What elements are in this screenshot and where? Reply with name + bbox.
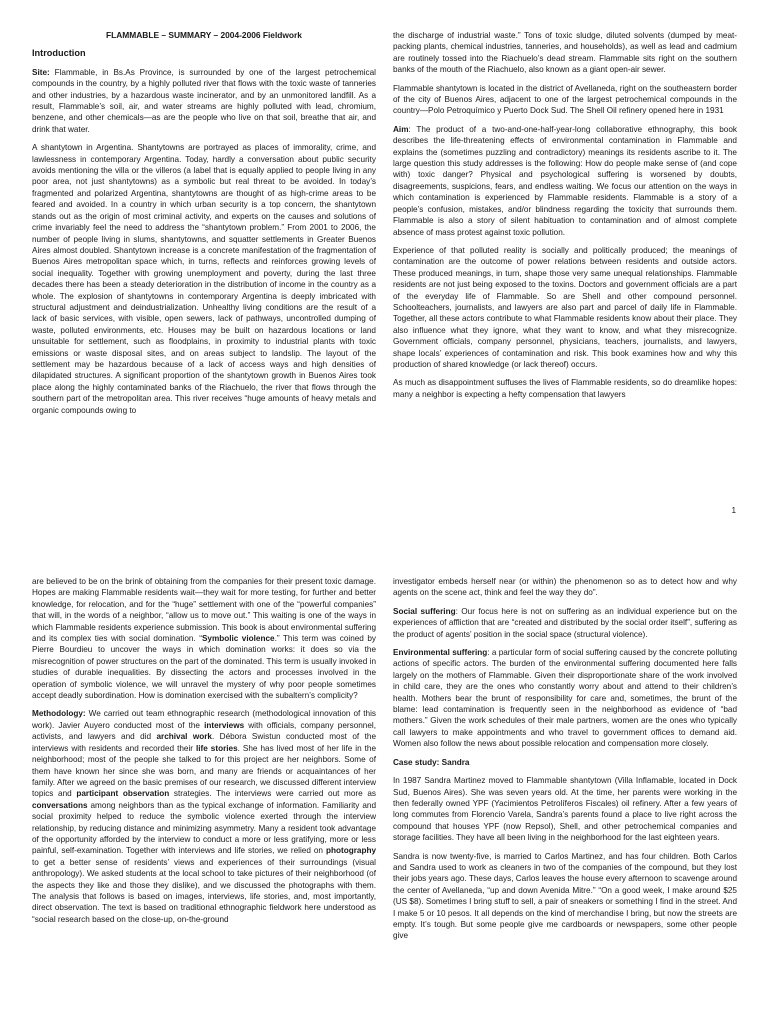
sandra-paragraph-2: Sandra is now twenty-five, is married to Carlos Martinez, and has four children. Both Carlos and Sandra used to work as cleaners in two of the companies of the compound, but they lost their jobs years ago. These days, Carlos leaves the house every afternoon to scavenge around the center of Avellaneda, “up and down Avenida Mitre.” “On a good week, I make around $25 (US $8). Sometimes I bring stuff to sell, a pair of sneakers or something I find in the street. And I make 5 or 10 pesos. It all depends on the kind of merchandise I bring, but now the streets are empty. It’s tough. But some people give me cardboards or newspapers, some other people give	[393, 851, 737, 941]
introduction-heading: Introduction	[32, 48, 86, 59]
site-paragraph	[32, 67, 376, 135]
sandra-paragraph-1: In 1987 Sandra Martinez moved to Flammable shantytown (Villa Inflamable, located in Dock Sud, Buenos Aires). She was seven years old. At the time, her parents were working in the then federally owned YPF (Yacimientos Petrolíferos Fiscales) oil refinery. After a few years of long commutes from Florencio Varela, Sandra’s parents found a place to live right across the compound that houses YPF (now Repsol), Shell, and other petrochemical companies and storage facilities. They have all been living in the neighborhood for the last eighteen years.	[393, 776, 737, 843]
page1-left-column	[32, 30, 376, 423]
symbolic-violence-term: Symbolic violence	[201, 634, 275, 644]
conversations-term: conversations	[32, 800, 88, 810]
bourdieu-text: .” This term was coined by Pierre Bourdieu to uncover the ways in which domination works: it does so via the misrecognition of power structures on the part of the dominated. This term is usually invoked in studies of durable inequalities. By dissecting the actors and processes involved in the operation of symbolic violence, we will unravel the mystery of why poor people sometimes accept deadly subordination. How is domination exercised with the subaltern’s complicity?	[32, 634, 376, 701]
life-stories-term: life stories	[195, 743, 238, 753]
location-paragraph: Flammable shantytown is located in the district of Avellaneda, right on the southeastern border of the city of Buenos Aires, adjacent to one of the largest petrochemical compounds in the country—Polo Petroquímico y Puerto Dock Sud. The Shell Oil refinery opened here in 1931	[393, 83, 737, 116]
methodology-paragraph	[32, 708, 376, 925]
social-suffering-text: : Our focus here is not on suffering as an individual experience but on the experiences of affliction that are “created and distributed by the social order itself”, suffering as the product of agents’ position in the social space (structural violence).	[393, 606, 737, 639]
symbolic-violence-paragraph	[32, 576, 376, 701]
industrial-waste-paragraph: the discharge of industrial waste.” Tons of toxic sludge, diluted solvents (dumped by meat-packing plants, chemical industries, tanneries, and households), as well as lead and cadmium are routinely tossed into the Riachuelo’s dead stream. Flammable sits right on the southern banks of the mouth of the Riachuelo, also known as a giant open-air sewer.	[393, 31, 737, 75]
methodology-text: among neighbors than as the typical exchange of information. Familiarity and social proximity helped to reduce the symbolic violence exerted through the interview relationship, by reducing distance and minimizing asymmetry. Many a resident took advantage of the opportunity afforded by the interview to conduct a more or less gratifying, more or less painful, self-examination. Together with interviews and life stories, we relied on	[32, 800, 376, 856]
shantytown-paragraph: A shantytown in Argentina. Shantytowns are portrayed as places of immorality, crime, and lawlessness in contemporary Argentina. Today, hardly a conversation about public security avoids mentioning the villa or the villeros (a label that is equally applied to people living in any poor area, not just shantytowns) as a symbolic but real threat to be avoided. In today’s fragmented and polarized Argentina, shantytowns are thought of as high-crime areas to be feared and avoided. In a country in which urban security is a top concern, the shantytown stands out as the origin of most criminal activity, and experts on the causes and solutions of crime invariably feel the need to address the “shantytown problem.” From 2001 to 2006, the number of people living in slums, shantytowns, and squatter settlements in Greater Buenos Aires almost doubled. Shantytown increase is a concrete manifestation of the fragmentation of Buenos Aires metropolitan space which, in turns, reflects and reinforces growing levels of social inequality. Together with growing unemployment and poverty, during the last three decades there has been a steady deterioration in the distribution of income in the country as a whole. The explosion of shantytowns in contemporary Argentina is deeply imbricated with structural adjustment and deindustrialization. Unhealthy living conditions are the result of a lack of basic services, with visible, open sewers, lack of pathways, uncontrolled dumping of waste, polluted environments, etc. Houses may be built on hazardous locations or land unsuitable for settlement, such as floodplains, in proximity to industrial plants with toxic emissions or waste disposal sites, and on areas subject to landslip. The layout of the settlement may be hazardous because of a lack of access ways and high densities of dilapidated structures. A significant proportion of the shantytown growth in Buenos Aires took place along the highly contaminated banks of the Riachuelo, the river that flows through the southern part of the metropolitan area. This river receives “huge amounts of heavy metals and organic compounds owing to	[32, 143, 376, 415]
page2-right-column	[393, 576, 737, 949]
document-page-2	[0, 574, 768, 1024]
archival-work-term: archival work	[156, 732, 212, 742]
disappointment-paragraph: As much as disappointment suffuses the lives of Flammable residents, so do dreamlike hopes: many a neighbor is expecting a hefty compensation that lawyers	[393, 378, 737, 399]
environmental-suffering-paragraph	[393, 647, 737, 750]
case-study-heading: Case study: Sandra	[393, 757, 470, 767]
methodology-text: . She has lived most of her life in the neighborhood; most of the people she talked to for this project are her neighbors. Some of them have known her since she was born, and many are friends or acquaintances of her family. After we agreed on the basic premises of our research, we discussed different interview topics and	[32, 743, 376, 799]
environmental-suffering-label: Environmental suffering	[393, 648, 488, 658]
environmental-suffering-text: : a particular form of social suffering caused by the concrete polluting actions of specific actors. The burden of the environmental suffering documented here falls largely on the mothers of Flammable. Given their disproportionate share of the work involved in child care, they are the ones who constantly worry about and attend to their children’s health. Mothers bear the brunt of responsibility for care and, sometimes, the brunt of the blame: lead contamination is frequently seen in the neighborhood as evidence of “bad mothers.” Given the work schedules of their male partners, women are the ones who typically call lawyers to make appointments and who travel to government offices to demand aid. Women also follow the news about possible relocation and compensation more closely.	[393, 648, 737, 749]
social-suffering-label: Social suffering	[393, 606, 456, 616]
photography-term: photography	[325, 846, 376, 856]
aim-label: Aim	[393, 124, 409, 134]
methodology-text: . Débora Swistun conducted most of the interviews with residents and recorded their	[32, 732, 377, 753]
page2-left-column	[32, 576, 376, 932]
interviews-term: interviews	[204, 720, 245, 730]
page-gap	[0, 520, 768, 574]
page1-right-column	[393, 30, 737, 407]
methodology-text: strategies. The interviews were carried out more as	[169, 789, 376, 799]
methodology-text: We carried out team ethnographic research (methodological innovation of this work). Javier Auyero conducted most of the	[32, 709, 376, 730]
page-number: 1	[731, 506, 736, 515]
methodology-text: with officials, company personnel, activists, and lawyers and did	[32, 720, 377, 742]
site-label: Site:	[32, 67, 50, 77]
methodology-label: Methodology:	[32, 709, 86, 719]
waiting-text: are believed to be on the brink of obtaining from the companies for their present toxic damage. Hopes are making Flammable residents wait—they wait for more testing, for further and better knowledge, for relocation, and for the “huge” settlement with one of the “powerful companies” that will, in the words of a neighbor, “allow us to move out.” This waiting is one of the ways in which Flammable residents experience submission. This book is about environmental suffering and its complex ties with social domination. “	[32, 577, 376, 644]
site-text: Flammable, in Bs.As Province, is surrounded by one of the largest petrochemical compounds in the country, by a highly polluted river that flows with the toxic waste of tanneries and other industries, by a hazardous waste incinerator, and by an unmonitored landfill. As a result, Flammable’s soil, air, and water streams are highly polluted with lead, chromium, benzene, and other chemicals—as are the people who live on that soil, breathe that air, and drink that water.	[32, 67, 376, 134]
experience-paragraph: Experience of that polluted reality is socially and politically produced; the meanings of contamination are the outcome of power relations between residents and outside actors. These produced meanings, in turn, shape those very same unequal relationships. Flammable residents are not just being exposed to the toxins. Doctors and government officials are a part of the everyday life of Flammable. So are Shell and other compound personnel. Schoolteachers, journalists, and lawyers are also part and parcel of daily life in Flammable. Together, all these actors contribute to what Flammable residents know about their place. They also influence what they ignore, what they want to know, and what they misrecognize. Government officials, company personnel, physicians, teachers, journalists, and lawyers, shape locals’ experiences of contamination and risk. This book examines how and why this production of shared knowledge (or lack thereof) occurs.	[393, 245, 737, 369]
social-suffering-paragraph	[393, 606, 737, 640]
aim-text: : The product of a two-and-one-half-year-long collaborative ethnography, this book describes the life-threatening effects of environmental contamination in Flammable and explains the (sometimes puzzling and contradictory) meanings its residents ascribe to it. The large question this study addresses is the following: How do people make sense of (and cope with) toxic danger? Physical and psychological suffering is worsened by doubts, disagreements, suspicions, fears, and endless waiting. We focus our attention on the ways in which contamination is experienced by Flammable residents. Flammable is a story of a people’s confusion, mistakes, and/or blindness regarding the toxicity that surrounds them. Flammable is also a story of silent habituation to contamination and of almost complete absence of mass protest against toxic pollution.	[393, 124, 737, 237]
aim-paragraph	[393, 124, 737, 238]
investigator-paragraph: investigator embeds herself near (or within) the phenomenon so as to detect how and why agents on the scene act, think and feel the way they do”.	[393, 577, 737, 598]
methodology-text: to get a better sense of residents’ views and experiences of their surroundings (visual anthropology). We asked students at the local school to take pictures of their neighborhood (of the aspects they like and those they dislike), and we discussed the photographs with them. The analysis that follows is based on images, interviews, life stories, and, most importantly, direct observation. The text is based on traditional ethnographic fieldwork here understood as “social research based on the close-up, on-the-ground	[32, 857, 376, 924]
participant-observation-term: participant observation	[76, 789, 170, 799]
page-title: FLAMMABLE – SUMMARY – 2004-2006 Fieldwork	[106, 30, 302, 40]
